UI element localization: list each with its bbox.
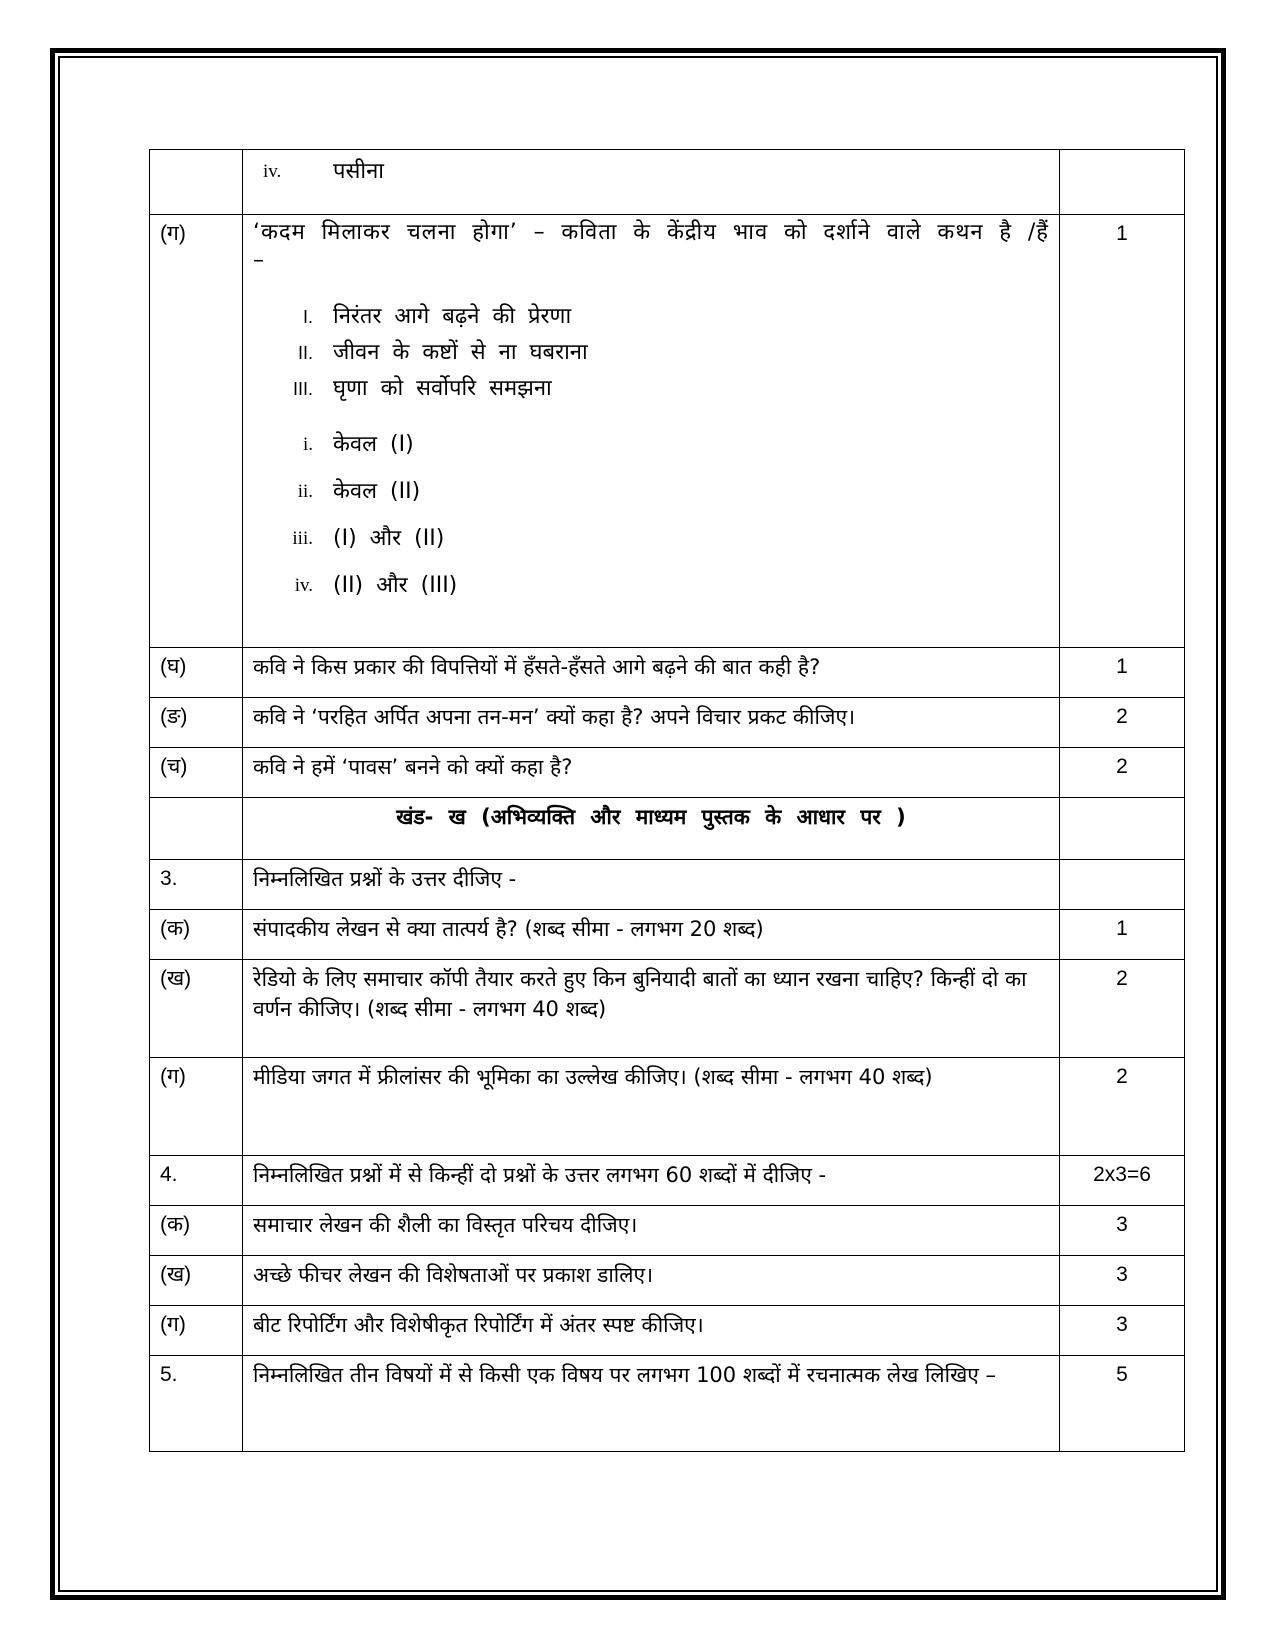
marks-cell: 2 — [1060, 748, 1185, 798]
table-row — [150, 1156, 1185, 1206]
marks-cell: 3 — [1060, 1206, 1185, 1256]
question-number: (घ) — [150, 648, 243, 698]
statement-list — [253, 299, 1049, 407]
marks-cell: 3 — [1060, 1306, 1185, 1356]
question-text: निम्नलिखित प्रश्नों में से किन्हीं दो प्रश्नों के उत्तर लगभग 60 शब्दों में दीजिए - — [243, 1156, 1060, 1206]
statement-item — [253, 335, 1049, 371]
option-item — [253, 468, 1049, 515]
option-text: पसीना — [333, 159, 384, 184]
option-item — [253, 515, 1049, 562]
statement-label: III. — [292, 379, 313, 399]
question-body — [243, 150, 1060, 215]
option-text: केवल (II) — [333, 479, 421, 504]
statement-text: घृणा को सर्वोपरि समझना — [333, 376, 552, 401]
question-text: संपादकीय लेखन से क्या तात्पर्य है? (शब्द सीमा - लगभग 20 शब्द) — [243, 910, 1060, 960]
table-row — [150, 1256, 1185, 1306]
marks-cell: 2 — [1060, 960, 1185, 1058]
marks-cell: 2 — [1060, 698, 1185, 748]
table-row — [150, 150, 1185, 215]
option-text: (I) और (II) — [333, 526, 445, 551]
question-text: बीट रिपोर्टिंग और विशेषीकृत रिपोर्टिंग में अंतर स्पष्ट कीजिए। — [243, 1306, 1060, 1356]
question-number: 4. — [150, 1156, 243, 1206]
table-row — [150, 1206, 1185, 1256]
question-text: ‘कदम मिलाकर चलना होगा’ – कविता के केंद्रीय भाव को दर्शाने वाले कथन है /हैं – — [253, 220, 1049, 273]
option-item — [253, 148, 1049, 195]
option-text: (II) और (III) — [333, 573, 458, 598]
question-number: (ख) — [150, 960, 243, 1058]
question-table — [149, 149, 1185, 1452]
question-number: (ख) — [150, 1256, 243, 1306]
question-number: (ङ) — [150, 698, 243, 748]
option-label: iv. — [294, 575, 313, 596]
option-list — [253, 421, 1049, 609]
section-heading: खंड- ख (अभिव्यक्ति और माध्यम पुस्तक के आधार पर ) — [243, 798, 1060, 860]
table-row — [150, 648, 1185, 698]
question-number — [150, 150, 243, 215]
question-text: कवि ने किस प्रकार की विपत्तियों में हँसते-हँसते आगे बढ़ने की बात कही है? — [243, 648, 1060, 698]
table-row — [150, 910, 1185, 960]
question-text: रेडियो के लिए समाचार कॉपी तैयार करते हुए किन बुनियादी बातों का ध्यान रखना चाहिए? किन्हीं दो का वर्णन कीजिए। (शब्द सीमा - लगभग 40 शब्द) — [243, 960, 1060, 1058]
option-label: i. — [302, 434, 313, 455]
question-number: 5. — [150, 1356, 243, 1452]
option-label: iv. — [263, 161, 282, 182]
table-row — [150, 960, 1185, 1058]
question-number: (ग) — [150, 1306, 243, 1356]
table-row — [150, 860, 1185, 910]
question-text: मीडिया जगत में फ्रीलांसर की भूमिका का उल्लेख कीजिए। (शब्द सीमा - लगभग 40 शब्द) — [243, 1058, 1060, 1156]
table-row — [150, 1356, 1185, 1452]
statement-text: निरंतर आगे बढ़ने की प्रेरणा — [333, 304, 572, 329]
statement-text: जीवन के कष्टों से ना घबराना — [333, 340, 588, 365]
question-number: 3. — [150, 860, 243, 910]
marks-cell: 3 — [1060, 1256, 1185, 1306]
option-item — [253, 421, 1049, 468]
question-text: निम्नलिखित प्रश्नों के उत्तर दीजिए - — [243, 860, 1060, 910]
option-label: ii. — [297, 481, 313, 502]
marks-cell: 1 — [1060, 648, 1185, 698]
question-text: कवि ने हमें ‘पावस’ बनने को क्यों कहा है? — [243, 748, 1060, 798]
marks-cell — [1060, 150, 1185, 215]
empty-cell — [1060, 798, 1185, 860]
marks-cell: 2 — [1060, 1058, 1185, 1156]
table-row — [150, 698, 1185, 748]
statement-item — [253, 299, 1049, 335]
option-text: केवल (I) — [333, 432, 414, 457]
question-number: (च) — [150, 748, 243, 798]
question-number: (क) — [150, 1206, 243, 1256]
question-text: निम्नलिखित तीन विषयों में से किसी एक विषय पर लगभग 100 शब्दों में रचनात्मक लेख लिखिए – — [243, 1356, 1060, 1452]
table-row — [150, 1306, 1185, 1356]
question-text: कवि ने ‘परहित अर्पित अपना तन-मन’ क्यों कहा है? अपने विचार प्रकट कीजिए। — [243, 698, 1060, 748]
question-body — [243, 215, 1060, 648]
statement-item — [253, 371, 1049, 407]
table-row — [150, 798, 1185, 860]
question-number: (ग) — [150, 1058, 243, 1156]
question-number: (ग) — [150, 215, 243, 648]
table-row — [150, 1058, 1185, 1156]
marks-cell: 1 — [1060, 910, 1185, 960]
table-row — [150, 215, 1185, 648]
option-label: iii. — [292, 528, 313, 549]
empty-cell — [150, 798, 243, 860]
marks-cell — [1060, 860, 1185, 910]
question-text: समाचार लेखन की शैली का विस्तृत परिचय दीजिए। — [243, 1206, 1060, 1256]
marks-cell: 5 — [1060, 1356, 1185, 1452]
question-number: (क) — [150, 910, 243, 960]
statement-label: II. — [297, 343, 313, 363]
marks-cell: 1 — [1060, 215, 1185, 648]
statement-label: I. — [302, 307, 313, 327]
table-row — [150, 748, 1185, 798]
question-text: अच्छे फीचर लेखन की विशेषताओं पर प्रकाश डालिए। — [243, 1256, 1060, 1306]
option-item — [253, 562, 1049, 609]
marks-cell: 2x3=6 — [1060, 1156, 1185, 1206]
